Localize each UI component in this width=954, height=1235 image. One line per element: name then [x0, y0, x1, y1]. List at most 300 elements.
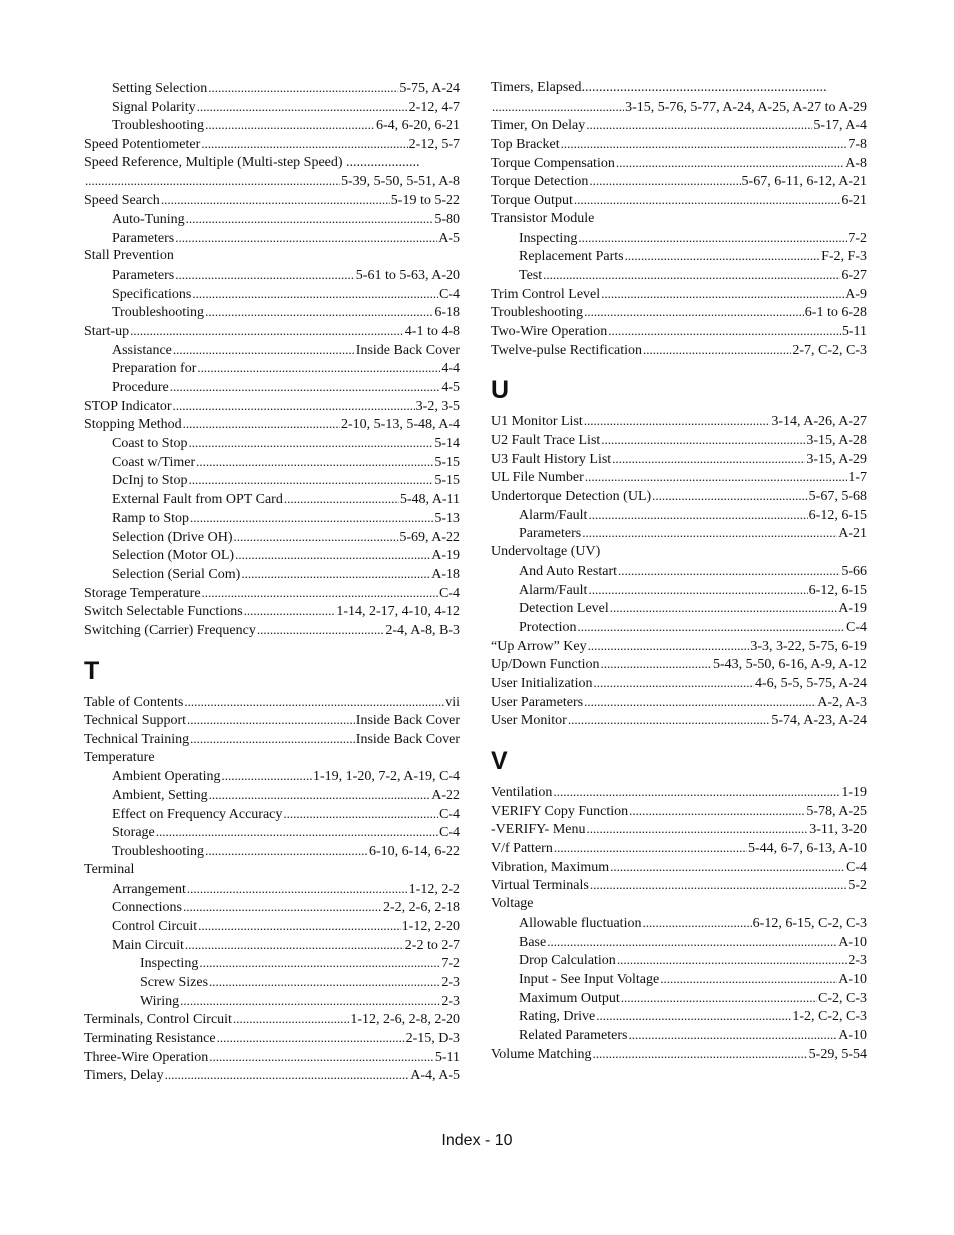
index-entry: [491, 506, 867, 525]
dot-leader: [283, 805, 438, 824]
index-entry: [84, 266, 460, 285]
index-entry: [84, 936, 460, 955]
index-entry: [491, 876, 867, 895]
index-term: Storage: [112, 825, 155, 841]
dot-leader: [586, 116, 812, 135]
index-entry: [84, 453, 460, 472]
page-reference: A-10: [838, 971, 867, 987]
index-entry: [84, 823, 460, 842]
index-entry: [491, 802, 867, 821]
index-entry: [491, 970, 867, 989]
index-entry: [491, 1007, 867, 1026]
index-entry: [84, 917, 460, 936]
index-term: Terminals, Control Circuit: [84, 1012, 232, 1028]
dot-leader: [642, 914, 751, 933]
index-term: Up/Down Function: [491, 657, 600, 673]
page-reference: 6-4, 6-20, 6-21: [376, 118, 460, 134]
index-entry: [84, 1010, 460, 1029]
index-term: V/f Pattern: [491, 841, 553, 857]
index-entry: [491, 116, 867, 135]
page-reference: C-4: [846, 619, 867, 635]
index-term: Table of Contents: [84, 694, 184, 710]
page-reference: A-2, A-3: [817, 694, 867, 710]
dot-leader: [199, 954, 440, 973]
page-reference: 2-4, A-8, B-3: [385, 622, 460, 638]
dot-leader: [584, 303, 804, 322]
dot-leader: [610, 599, 837, 618]
index-entry: [491, 933, 867, 952]
index-term: Inspecting: [519, 230, 578, 246]
index-term: Input - See Input Voltage: [519, 971, 660, 987]
page-reference: 5-67, 6-11, 6-12, A-21: [741, 174, 867, 190]
index-term: STOP Indicator: [84, 398, 172, 414]
page-reference: 2-2 to 2-7: [404, 937, 460, 953]
page-reference: 5-48, A-11: [399, 492, 460, 508]
index-term: Alarm/Fault: [519, 582, 588, 598]
index-entry: [491, 783, 867, 802]
page-reference: 6-18: [434, 305, 460, 321]
dot-leader: [617, 951, 848, 970]
dot-leader: [173, 341, 355, 360]
page-reference: 5-80: [434, 211, 460, 227]
dot-leader: [244, 602, 336, 621]
index-term: Stopping Method: [84, 417, 182, 433]
index-entry: [84, 602, 460, 621]
page-reference: Inside Back Cover: [355, 713, 460, 729]
index-term: Effect on Frequency Accuracy: [112, 806, 283, 822]
index-entry: [491, 599, 867, 618]
page-reference: 2-15, D-3: [405, 1031, 460, 1046]
dot-leader: [183, 415, 340, 434]
index-entry: [491, 303, 867, 322]
page-reference: 2-12, 5-7: [408, 137, 460, 153]
dot-leader: [217, 1029, 405, 1048]
dot-leader: [643, 341, 791, 360]
page-reference: C-4: [439, 585, 460, 601]
index-entry: [84, 749, 460, 768]
dot-leader: [173, 397, 415, 416]
index-entry: [491, 820, 867, 839]
dot-leader: [198, 917, 401, 936]
page-reference: A-22: [431, 788, 460, 804]
index-term: Speed Reference, Multiple (Multi-step Speed) .....................: [84, 154, 420, 170]
index-entry: [84, 565, 460, 584]
dot-leader: [590, 876, 847, 895]
dot-leader: [585, 468, 848, 487]
index-term: User Initialization: [491, 675, 593, 691]
index-term: Switch Selectable Functions: [84, 604, 243, 620]
page-reference: 6-12, 6-15: [808, 507, 867, 523]
index-entry: [84, 116, 460, 135]
index-term: “Up Arrow” Key: [491, 638, 587, 654]
page-reference: 4-6, 5-5, 5-75, A-24: [755, 675, 867, 691]
page-reference: 1-2, C-2, C-3: [792, 1009, 867, 1025]
page-reference: 1-12, 2-20: [401, 918, 460, 934]
dot-leader: [175, 266, 355, 285]
index-entry: [84, 378, 460, 397]
page-reference: 6-10, 6-14, 6-22: [369, 844, 460, 860]
index-term: Control Circuit: [112, 918, 198, 934]
index-term: Troubleshooting: [112, 118, 205, 134]
index-term: Torque Output: [491, 193, 573, 209]
index-entry: [491, 674, 867, 693]
page-reference: 6-27: [841, 267, 867, 283]
page-reference: 5-11: [434, 1049, 460, 1065]
index-term: Coast w/Timer: [112, 454, 196, 470]
page-reference: vii: [445, 694, 460, 710]
page-reference: 3-15, A-29: [806, 451, 867, 467]
page-reference: 6-21: [841, 193, 867, 209]
page-reference: 5-39, 5-50, 5-51, A-8: [341, 174, 460, 190]
dot-leader: [197, 98, 408, 117]
index-entry: [84, 172, 460, 191]
dot-leader: [235, 546, 430, 565]
index-term: Volume Matching: [491, 1046, 592, 1062]
dot-leader: [618, 562, 840, 581]
page-reference: 5-15: [434, 473, 460, 489]
page-reference: Inside Back Cover: [355, 342, 460, 358]
page-reference: 1-7: [848, 470, 867, 486]
page-reference: 5-43, 5-50, 6-16, A-9, A-12: [713, 657, 867, 673]
dot-leader: [209, 1048, 434, 1067]
index-term: Connections: [112, 900, 182, 916]
index-entry: [84, 397, 460, 416]
index-term: Maximum Output: [519, 990, 620, 1006]
index-term: Preparation for: [112, 361, 197, 377]
index-entry: [84, 1029, 460, 1048]
page-reference: 2-3: [441, 993, 460, 1009]
dot-leader: [492, 98, 624, 117]
index-entry: [491, 154, 867, 173]
index-entry: [84, 322, 460, 341]
index-entry: [491, 450, 867, 469]
index-entry: [84, 229, 460, 248]
page-reference: 4-5: [441, 380, 460, 395]
index-term: Screw Sizes: [140, 974, 209, 990]
dot-leader: [610, 858, 845, 877]
dot-leader: [553, 783, 840, 802]
dot-leader: [660, 970, 837, 989]
dot-leader: [554, 839, 747, 858]
index-entry: [491, 562, 867, 581]
index-entry: [491, 914, 867, 933]
page-reference: 5-2: [848, 878, 867, 894]
index-entry: [491, 1026, 867, 1045]
index-entry: [84, 79, 460, 98]
index-term: Timers, Delay: [84, 1068, 164, 1084]
section-letter-v: V: [491, 747, 508, 775]
index-term: Assistance: [112, 342, 172, 358]
index-term: Ambient Operating: [112, 769, 221, 785]
index-entry: [84, 584, 460, 603]
page-reference: C-4: [439, 286, 460, 302]
index-entry: [491, 412, 867, 431]
index-term: Transistor Module: [491, 210, 595, 226]
dot-leader: [582, 524, 837, 543]
index-term: Setting Selection: [112, 81, 208, 96]
index-term: Torque Compensation: [491, 155, 615, 171]
index-term: Technical Training: [84, 732, 190, 747]
dot-leader: [625, 247, 821, 266]
index-entry: [491, 266, 867, 285]
page-reference: 5-11: [841, 323, 867, 339]
index-term: Vibration, Maximum: [491, 859, 610, 875]
index-entry: [84, 973, 460, 992]
index-term: Storage Temperature: [84, 585, 201, 601]
index-entry: [491, 1045, 867, 1064]
index-term: VERIFY Copy Function: [491, 803, 629, 819]
index-term: DcInj to Stop: [112, 473, 188, 489]
page-reference: 7-2: [441, 956, 460, 972]
page-reference: 2-3: [848, 953, 867, 969]
index-term: Timers, Elapsed......................................................................: [491, 80, 827, 95]
index-column-left: [84, 79, 460, 1085]
page-reference: F-2, F-3: [821, 249, 867, 265]
index-term: Switching (Carrier) Frequency: [84, 622, 256, 638]
page-reference: C-4: [439, 825, 460, 841]
index-entry: [491, 210, 867, 229]
index-entry: [491, 285, 867, 304]
index-term: Signal Polarity: [112, 99, 196, 115]
page-reference: Inside Back Cover: [355, 732, 460, 747]
dot-leader: [601, 655, 713, 674]
page-reference: A-4, A-5: [410, 1068, 460, 1084]
dot-leader: [587, 820, 809, 839]
index-term: Specifications: [112, 286, 192, 302]
index-term: User Parameters: [491, 694, 584, 710]
page-reference: 5-44, 6-7, 6-13, A-10: [748, 841, 867, 857]
index-term: Alarm/Fault: [519, 507, 588, 523]
index-entry: [84, 1066, 460, 1085]
dot-leader: [612, 450, 805, 469]
page-reference: 5-13: [434, 510, 460, 526]
index-term: User Monitor: [491, 713, 567, 729]
dot-leader: [192, 285, 438, 304]
index-term: U3 Fault History List: [491, 451, 612, 467]
index-entry: [491, 524, 867, 543]
page-reference: A-10: [838, 934, 867, 950]
index-entry: [84, 191, 460, 210]
dot-leader: [165, 1066, 410, 1085]
index-entry: [84, 341, 460, 360]
page-reference: 2-3: [441, 974, 460, 990]
index-term: Wiring: [140, 993, 180, 1009]
index-entry: [84, 490, 460, 509]
index-term: Ventilation: [491, 785, 553, 800]
index-entry: [491, 711, 867, 730]
dot-leader: [205, 116, 375, 135]
index-term: Parameters: [112, 267, 175, 283]
page-reference: 2-7, C-2, C-3: [792, 342, 867, 358]
index-entry: [491, 989, 867, 1008]
index-term: Selection (Drive OH): [112, 529, 233, 545]
index-entry: [491, 341, 867, 360]
index-entry: [84, 730, 460, 749]
index-term: Troubleshooting: [112, 305, 205, 321]
dot-leader: [185, 936, 404, 955]
page-reference: 5-74, A-23, A-24: [771, 713, 867, 729]
index-entry: [84, 528, 460, 547]
index-entry: [491, 858, 867, 877]
index-entry: [491, 655, 867, 674]
page-reference: 2-2, 2-6, 2-18: [383, 900, 460, 916]
page-reference: 6-12, 6-15: [808, 582, 867, 598]
index-entry: [84, 471, 460, 490]
page-reference: C-2, C-3: [818, 990, 867, 1006]
index-term: Selection (Serial Com): [112, 566, 241, 582]
index-term: Parameters: [519, 526, 582, 542]
dot-leader: [201, 135, 407, 154]
dot-leader: [578, 618, 845, 637]
index-entry: [491, 637, 867, 656]
page-reference: 2-12, 4-7: [408, 99, 460, 115]
index-entry: [84, 880, 460, 899]
dot-leader: [187, 711, 355, 730]
index-entry: [84, 954, 460, 973]
page-reference: A-9: [845, 286, 867, 302]
index-term: Stall Prevention: [84, 248, 174, 264]
index-entry: [491, 468, 867, 487]
index-term: Arrangement: [112, 881, 186, 897]
dot-leader: [190, 509, 433, 528]
page-reference: A-19: [838, 601, 867, 617]
index-entry: [491, 79, 867, 98]
dot-leader: [205, 303, 433, 322]
dot-leader: [221, 767, 312, 786]
index-entry: [491, 322, 867, 341]
index-entry: [84, 861, 460, 880]
index-term: Twelve-pulse Rectification: [491, 342, 643, 358]
dot-leader: [156, 823, 438, 842]
dot-leader: [616, 154, 844, 173]
index-term: Temperature: [84, 749, 155, 765]
page-reference: 5-75, A-24: [399, 81, 460, 96]
dot-leader: [284, 490, 399, 509]
dot-leader: [593, 674, 754, 693]
dot-leader: [183, 898, 382, 917]
page-reference: A-10: [838, 1027, 867, 1043]
section-letter-t: T: [84, 656, 100, 685]
dot-leader: [209, 786, 431, 805]
dot-leader: [208, 79, 398, 98]
index-entry: [84, 210, 460, 229]
index-term: Ambient, Setting: [112, 788, 208, 804]
page-reference: 6-12, 6-15, C-2, C-3: [752, 915, 867, 931]
dot-leader: [652, 487, 808, 506]
dot-leader: [588, 581, 807, 600]
page-reference: 5-61 to 5-63, A-20: [355, 267, 460, 283]
index-entry: [491, 839, 867, 858]
dot-leader: [190, 730, 355, 749]
index-entry: [84, 546, 460, 565]
index-entry: [491, 581, 867, 600]
index-entry: [84, 786, 460, 805]
index-term: Replacement Parts: [519, 249, 624, 265]
page-reference: 7-2: [848, 230, 867, 246]
dot-leader: [601, 431, 805, 450]
index-term: Top Bracket: [491, 137, 560, 153]
index-entry: [84, 154, 460, 173]
index-entry: [491, 98, 867, 117]
index-term: Undervoltage (UV): [491, 544, 601, 560]
dot-leader: [161, 191, 390, 210]
index-column-right: [491, 79, 867, 1063]
index-term: Torque Detection: [491, 174, 589, 190]
dot-leader: [584, 412, 771, 431]
dot-leader: [589, 172, 740, 191]
index-term: Terminal: [84, 861, 135, 877]
dot-leader: [170, 378, 441, 397]
dot-leader: [188, 471, 433, 490]
index-entry: [84, 415, 460, 434]
page-reference: 1-19: [841, 785, 867, 800]
dot-leader: [197, 359, 440, 378]
index-term: Voltage: [491, 896, 534, 912]
index-entry: [491, 229, 867, 248]
dot-leader: [241, 565, 430, 584]
index-entry: [84, 805, 460, 824]
index-term: Undertorque Detection (UL): [491, 489, 652, 505]
page-reference: C-4: [846, 859, 867, 875]
page-reference: 1-14, 2-17, 4-10, 4-12: [336, 604, 460, 620]
dot-leader: [629, 802, 805, 821]
page-reference: 1-12, 2-6, 2-8, 2-20: [350, 1012, 460, 1028]
index-term: UL File Number: [491, 470, 584, 486]
dot-leader: [574, 191, 840, 210]
index-entry: [84, 434, 460, 453]
index-term: Inspecting: [140, 956, 199, 972]
index-entry: [84, 992, 460, 1011]
page-reference: 3-11, 3-20: [809, 822, 867, 838]
index-entry: [84, 135, 460, 154]
index-term: Speed Search: [84, 193, 160, 209]
index-entry: [84, 509, 460, 528]
page-reference: 5-17, A-4: [813, 118, 867, 134]
page-reference: 7-8: [848, 137, 867, 153]
dot-leader: [608, 322, 841, 341]
index-entry: [491, 172, 867, 191]
index-term: External Fault from OPT Card: [112, 492, 283, 508]
dot-leader: [234, 528, 399, 547]
index-term: Base: [519, 934, 547, 950]
index-term: Speed Potentiometer: [84, 137, 201, 153]
page-reference: 3-14, A-26, A-27: [771, 414, 867, 430]
index-entry: [491, 247, 867, 266]
page-reference: 5-29, 5-54: [808, 1046, 867, 1062]
index-entry: [491, 135, 867, 154]
index-entry: [84, 767, 460, 786]
dot-leader: [184, 693, 444, 712]
index-term: Troubleshooting: [491, 305, 584, 321]
page-reference: 6-1 to 6-28: [804, 305, 867, 321]
dot-leader: [584, 693, 816, 712]
page-reference: A-21: [838, 526, 867, 542]
page-reference: 3-3, 3-22, 5-75, 6-19: [750, 638, 867, 654]
page-reference: 5-67, 5-68: [808, 489, 867, 505]
page-reference: A-18: [431, 566, 460, 582]
index-term: Ramp to Stop: [112, 510, 190, 526]
page-reference: A-19: [431, 548, 460, 564]
index-entry: [491, 693, 867, 712]
index-entry: [84, 303, 460, 322]
dot-leader: [209, 973, 440, 992]
index-entry: [491, 951, 867, 970]
dot-leader: [202, 584, 438, 603]
page-reference: 3-15, A-28: [806, 433, 867, 448]
index-term: Rating, Drive: [519, 1009, 596, 1025]
index-entry: [491, 487, 867, 506]
index-term: Auto-Tuning: [112, 211, 185, 227]
